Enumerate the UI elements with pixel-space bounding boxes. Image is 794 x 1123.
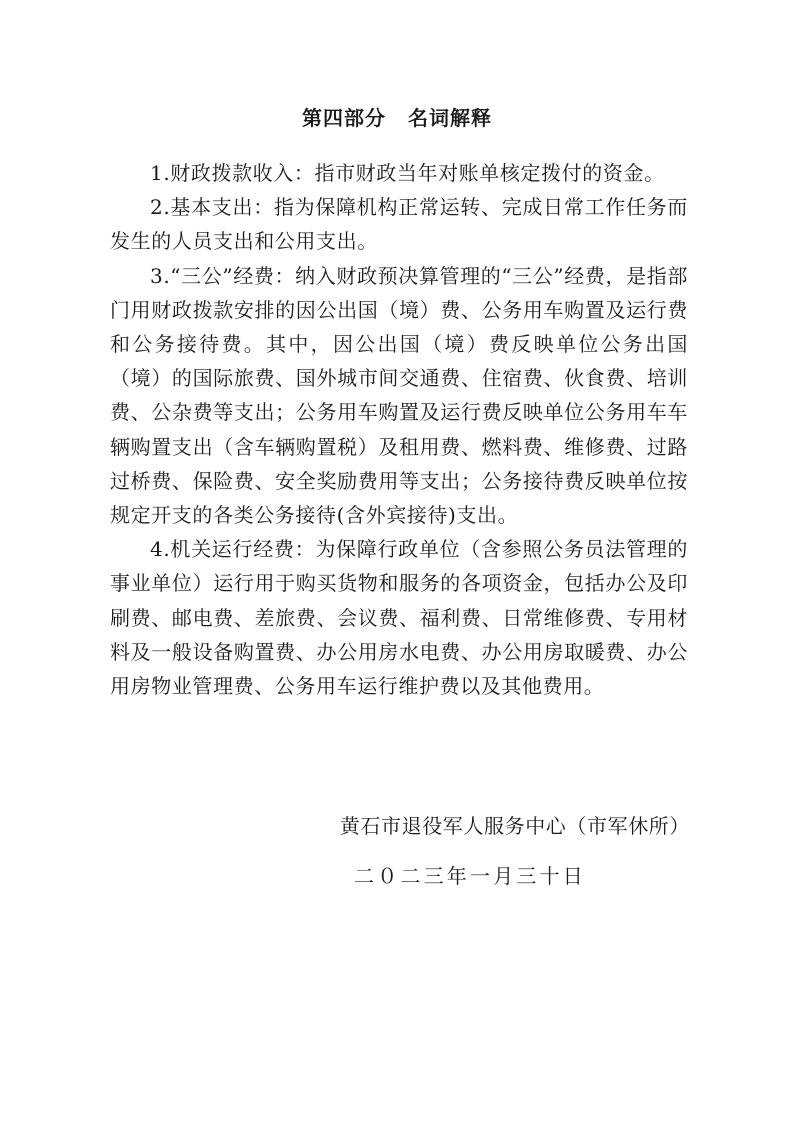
section-title-part: 第四部分: [302, 106, 386, 130]
section-title: [0, 104, 794, 132]
definition-paragraph-4: 4.机关运行经费：为保障行政单位（含参照公务员法管理的事业单位）运行用于购买货物和服务的各项资金，包括办公及印刷费、邮电费、差旅费、会议费、福利费、日常维修费、专用材料及一般设备购置费、办公用房水电费、办公用房取暖费、办公用房物业管理费、公务用车运行维护费以及其他费用。: [110, 537, 688, 699]
definitions-body: [110, 156, 688, 703]
definition-paragraph-2: 2.基本支出：指为保障机构正常运转、完成日常工作任务而发生的人员支出和公用支出。: [110, 195, 688, 254]
section-title-name: 名词解释: [408, 106, 492, 130]
signature-date: 二０二三年一月三十日: [354, 864, 586, 888]
definition-paragraph-1: 1.财政拨款收入：指市财政当年对账单核定拨付的资金。: [150, 161, 665, 185]
signature-organization: 黄石市退役军人服务中心（市军休所）: [339, 814, 690, 838]
definition-paragraph-3: 3.“三公”经费：纳入财政预决算管理的“三公”经费，是指部门用财政拨款安排的因公出国（境）费、公务用车购置及运行费和公务接待费。其中，因公出国（境）费反映单位公务出国（境）的国际旅费、国外城市间交通费、住宿费、伙食费、培训费、公杂费等支出；公务用车购置及运行费反映单位公务用车车辆购置支出（含车辆购置税）及租用费、燃料费、维修费、过路过桥费、保险费、安全奖励费用等支出；公务接待费反映单位按规定开支的各类公务接待(含外宾接待)支出。: [110, 263, 688, 528]
